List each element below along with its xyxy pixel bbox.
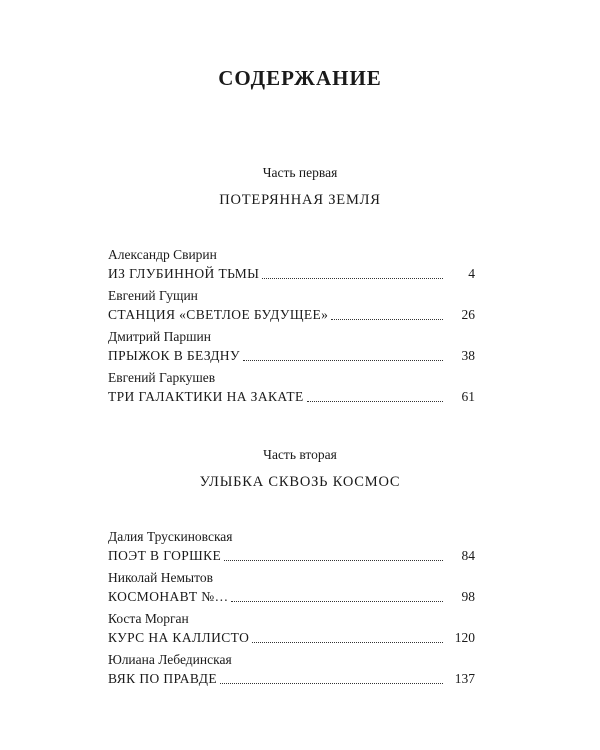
entry-line[interactable] [108,669,475,688]
entry-title[interactable]: КОСМОНАВТ №… [108,589,229,604]
entry-line[interactable] [108,587,475,606]
entry-page-number: 98 [461,589,475,604]
entry-author: Юлиана Лебединская [108,652,232,667]
entry-author: Николай Немытов [108,570,213,585]
entry-page-number: 26 [461,307,475,322]
entry-title[interactable]: КУРС НА КАЛЛИСТО [108,630,250,645]
dot-leader [243,360,443,361]
part-header-2 [0,446,600,491]
entry-author: Александр Свирин [108,247,217,262]
entry-line[interactable] [108,546,475,565]
part-title: УЛЫБКА СКВОЗЬ КОСМОС [199,474,401,490]
entry-line[interactable] [108,346,475,365]
entry-page-number: 61 [461,389,475,404]
toc-list-part-1 [108,246,475,410]
dot-leader [231,601,443,602]
entry-line[interactable] [108,305,475,324]
page-title: СОДЕРЖАНИЕ [218,66,382,90]
entry-author: Евгений Гаркушев [108,370,216,385]
part-label: Часть первая [262,165,338,180]
dot-leader [224,560,443,561]
entry-author: Далия Трускиновская [108,529,233,544]
part-title: ПОТЕРЯННАЯ ЗЕМЛЯ [219,192,381,208]
entry-title[interactable]: ИЗ ГЛУБИННОЙ ТЬМЫ [108,266,260,281]
toc-entry [108,610,475,651]
toc-list-part-2 [108,528,475,692]
toc-entry [108,528,475,569]
entry-author: Коста Морган [108,611,189,626]
entry-page-number: 38 [461,348,475,363]
entry-page-number: 120 [454,630,475,645]
dot-leader [220,683,443,684]
entry-author: Евгений Гущин [108,288,198,303]
toc-entry [108,651,475,692]
entry-line[interactable] [108,387,475,406]
dot-leader [307,401,443,402]
entry-page-number: 4 [468,266,475,281]
toc-entry [108,287,475,328]
entry-title[interactable]: ПРЫЖОК В БЕЗДНУ [108,348,240,363]
entry-author: Дмитрий Паршин [108,329,211,344]
entry-page-number: 84 [461,548,475,563]
entry-title[interactable]: ПОЭТ В ГОРШКЕ [108,548,222,563]
toc-entry [108,569,475,610]
toc-entry [108,369,475,410]
entry-line[interactable] [108,264,475,283]
part-label: Часть вторая [263,447,337,462]
dot-leader [262,278,443,279]
entry-line[interactable] [108,628,475,647]
toc-entry [108,328,475,369]
entry-page-number: 137 [454,671,475,686]
toc-entry [108,246,475,287]
entry-title[interactable]: СТАНЦИЯ «СВЕТЛОЕ БУДУЩЕЕ» [108,307,329,322]
dot-leader [252,642,443,643]
part-header-1 [0,164,600,209]
dot-leader [331,319,443,320]
entry-title[interactable]: ВЯК ПО ПРАВДЕ [108,671,218,686]
entry-title[interactable]: ТРИ ГАЛАКТИКИ НА ЗАКАТЕ [108,389,304,404]
